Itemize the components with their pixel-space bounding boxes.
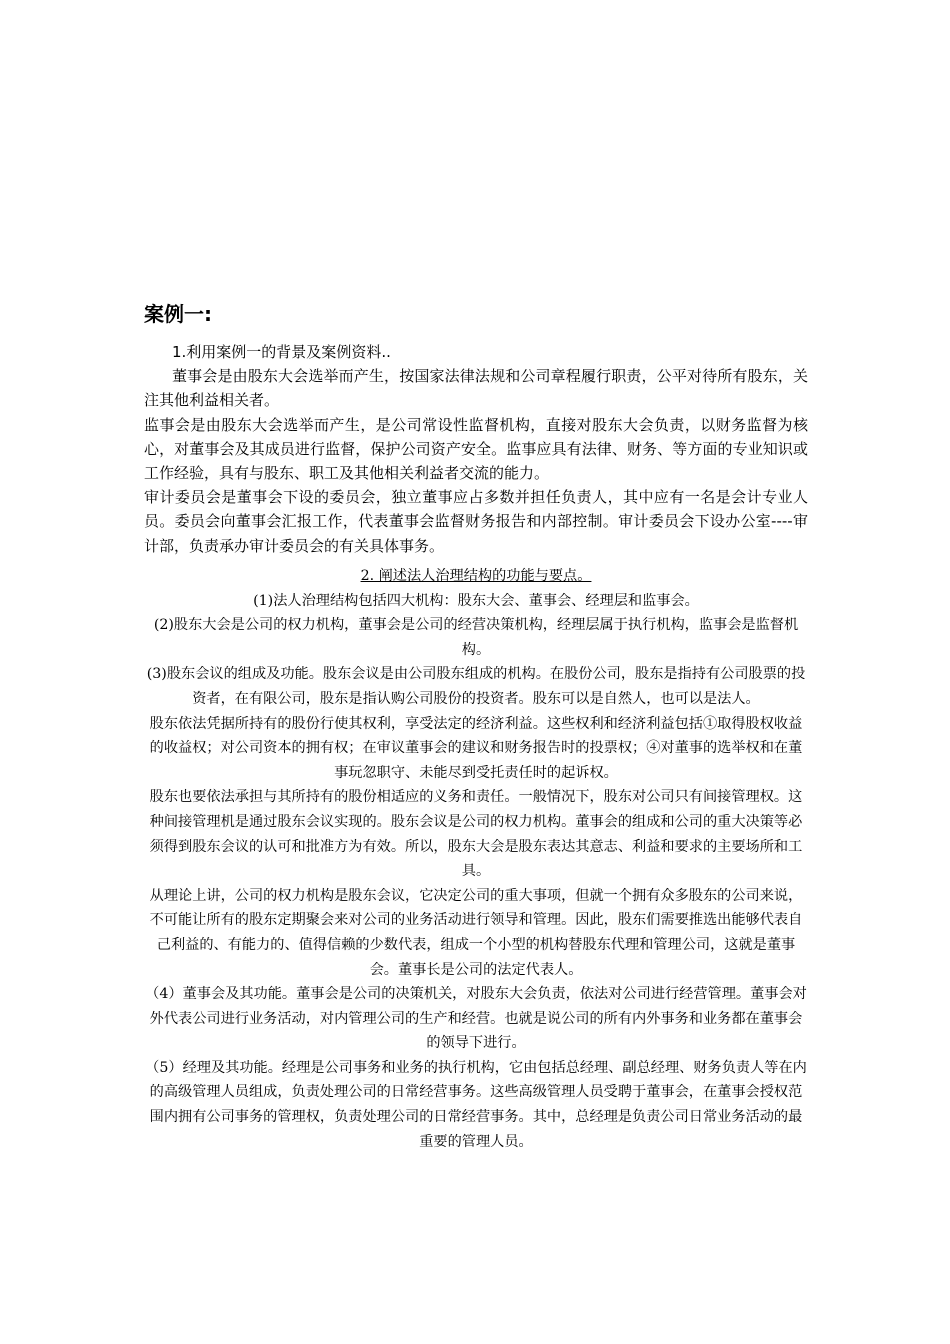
answer-paragraph-1: (1)法人治理结构包括四大机构：股东大会、董事会、经理层和监事会。 <box>253 592 699 609</box>
case-title: 案例一: <box>144 302 212 326</box>
answer-paragraph-6: 从理论上讲，公司的权力机构是股东会议，它决定公司的重大事项，但就一个拥有众多股东的公司来说，不可能让所有的股东定期聚会来对公司的业务活动进行领导和管理。因此，股东们需要推选出能够代表自己利益的、有能力的、值得信赖的少数代表，组成一个小型的机构替股东代理和管理公司，这就是董事会。董事长是公司的法定代表人。 <box>149 887 803 978</box>
question-1-prompt: 1.利用案例一的背景及案例资料.. <box>172 343 391 361</box>
board-paragraph: 董事会是由股东大会选举而产生，按国家法律法规和公司章程履行职责，公平对待所有股东，关注其他利益相关者。 <box>144 367 808 410</box>
governance-answer <box>144 564 808 1154</box>
supervisory-board-paragraph: 监事会是由股东大会选举而产生，是公司常设性监督机构，直接对股东大会负责，以财务监督为核心，对董事会及其成员进行监督，保护公司资产安全。监事应具有法律、财务、等方面的专业知识或工作经验，具有与股东、职工及其他相关利益者交流的能力。 <box>144 415 808 483</box>
answer-paragraph-7: （4）董事会及其功能。董事会是公司的决策机关，对股东大会负责，依法对公司进行经营管理。董事会对外代表公司进行业务活动，对内管理公司的生产和经营。也就是说公司的所有内外事务和业务都在董事会的领导下进行。 <box>145 986 807 1052</box>
answer-paragraph-4: 股东依法凭据所持有的股份行使其权利，享受法定的经济利益。这些权利和经济利益包括①取得股权收益的收益权；对公司资本的拥有权；在审议董事会的建议和财务报告时的投票权；④对董事的选举权和在董事玩忽职守、未能尽到受托责任时的起诉权。 <box>149 715 803 781</box>
audit-committee-paragraph: 审计委员会是董事会下设的委员会，独立董事应占多数并担任负责人，其中应有一名是会计专业人员。委员会向董事会汇报工作，代表董事会监督财务报告和内部控制。审计委员会下设办公室----审计部，负责承办审计委员会的有关具体事务。 <box>144 488 808 555</box>
answer-paragraph-8: （5）经理及其功能。经理是公司事务和业务的执行机构，它由包括总经理、副总经理、财务负责人等在内的高级管理人员组成，负责处理公司的日常经营事务。这些高级管理人员受聘于董事会，在董事会授权范围内拥有公司事务的管理权，负责处理公司的日常经营事务。其中，总经理是负责公司日常业务活动的最重要的管理人员。 <box>145 1059 807 1150</box>
answer-paragraph-2: (2)股东大会是公司的权力机构，董事会是公司的经营决策机构，经理层属于执行机构，监事会是监督机构。 <box>153 617 799 658</box>
question-2-heading: 2. 阐述法人治理结构的功能与要点。 <box>360 568 592 584</box>
answer-paragraph-5: 股东也要依法承担与其所持有的股份相适应的义务和责任。一般情况下，股东对公司只有间接管理权。这种间接管理机是通过股东会议实现的。股东会议是公司的权力机构。董事会的组成和公司的重大决策等必须得到股东会议的认可和批准方为有效。所以，股东大会是股东表达其意志、利益和要求的主要场所和工具。 <box>149 789 803 880</box>
answer-paragraph-3: (3)股东会议的组成及功能。股东会议是由公司股东组成的机构。在股份公司，股东是指持有公司股票的投资者，在有限公司，股东是指认购公司股份的投资者。股东可以是自然人，也可以是法人。 <box>146 666 806 707</box>
case-background <box>144 340 808 558</box>
